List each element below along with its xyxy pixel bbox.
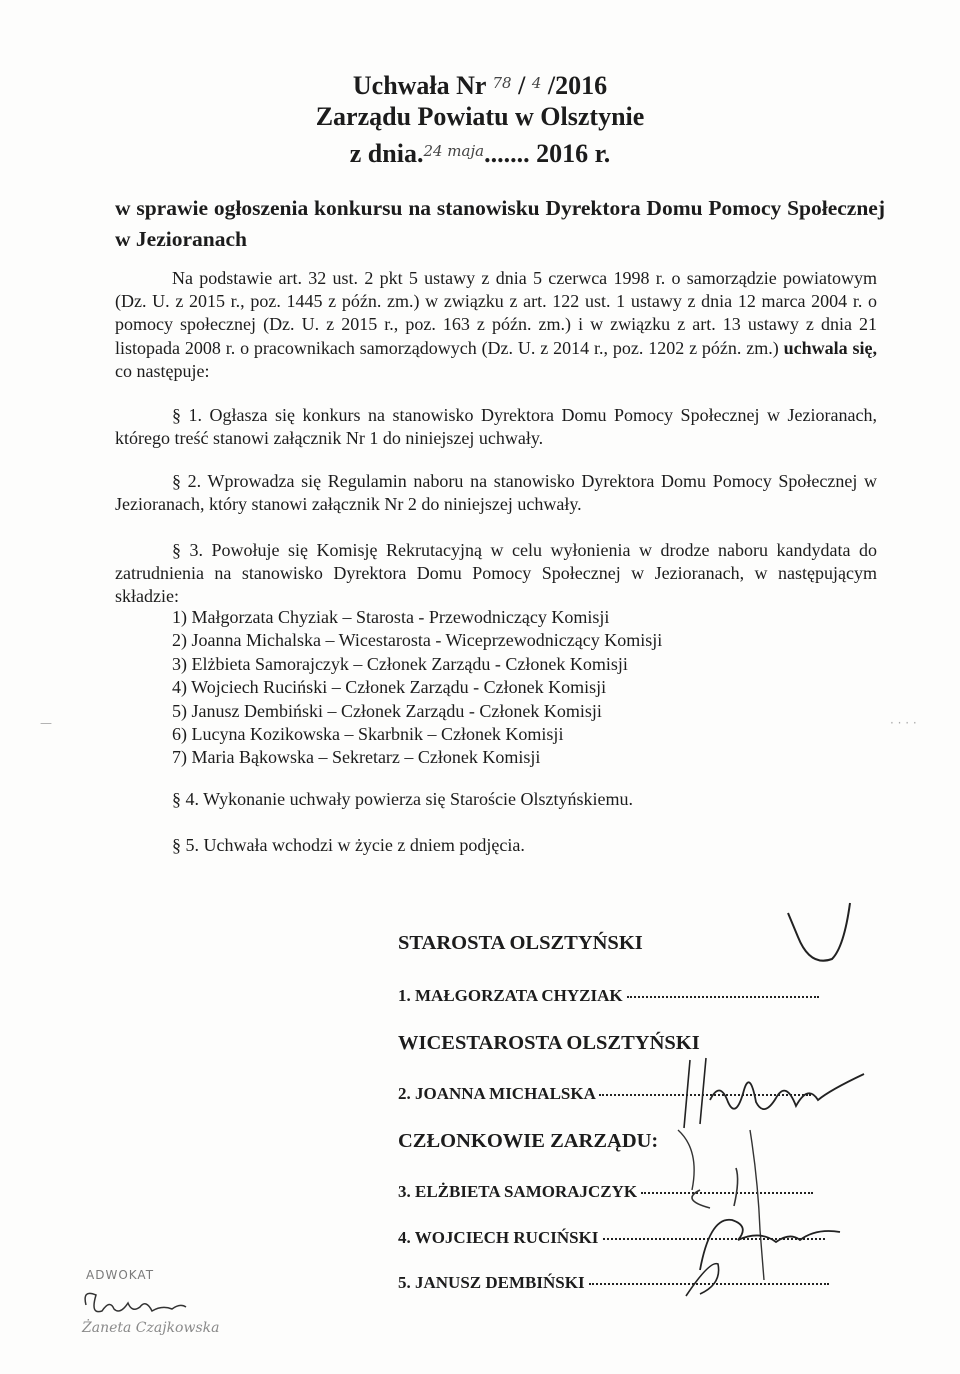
list-item: 7) Maria Bąkowska – Sekretarz – Członek Komisji: [172, 747, 541, 768]
list-item: 3) Elżbieta Samorajczyk – Członek Zarządu - Członek Komisji: [172, 653, 628, 674]
resolution-phrase: uchwala się,: [783, 337, 878, 358]
signatory-name: 5. JANUSZ DEMBIŃSKI: [398, 1273, 585, 1292]
margin-mark: · · · ·: [890, 716, 917, 730]
section-5: § 5. Uchwała wchodzi w życie z dniem podjęcia.: [172, 835, 525, 855]
signature-scribble-starosta: [780, 895, 860, 985]
signatory-name: 2. JOANNA MICHALSKA: [398, 1084, 595, 1103]
legal-basis-tail: co następuje:: [115, 360, 210, 381]
advocate-signature-scribble: [80, 1285, 190, 1325]
advocate-stamp-title: ADWOKAT: [86, 1268, 155, 1282]
resolution-prefix: Uchwała Nr: [352, 71, 486, 100]
section-1: § 1. Ogłasza się konkurs na stanowisko Dyrektora Domu Pomocy Społecznej w Jezioranach, którego treść stanowi załącznik Nr 1 do niniejszej uchwały.: [115, 405, 877, 449]
legal-basis-text: Na podstawie art. 32 ust. 2 pkt 5 ustawy z dnia 5 czerwca 1998 r. o samorządzie powiatowym (Dz. U. z 2015 r., poz. 1445 z późn. zm.) w związku z art. 122 ust. 1 ustawy z dnia 12 marca 2004 r. o pomocy społecznej (Dz. U. z 2015 r., poz. 163 z późn. zm.) i w związku z art. 13 ustawy z dnia 21 listopada 2008 r. o pracownikach samorządowych (Dz. U. z 2014 r., poz. 1202 z późn. zm.): [115, 268, 877, 358]
signature-scribble-board: [640, 1120, 870, 1300]
section-3: § 3. Powołuje się Komisję Rekrutacyjną w celu wyłonienia w drodze naboru kandydata do zatrudnienia na stanowisko Dyrektora Domu Pomocy Społecznej w Jezioranach, w następującym składzie:: [115, 540, 877, 607]
signature-dots: [627, 996, 819, 998]
signature-scribble-wicestarosta: [640, 1040, 870, 1130]
signatory-name: 1. MAŁGORZATA CHYZIAK: [398, 986, 623, 1005]
list-item: 5) Janusz Dembiński – Członek Zarządu - Członek Komisji: [172, 700, 602, 721]
signatory-name: 3. ELŻBIETA SAMORAJCZYK: [398, 1182, 638, 1201]
list-item: 2) Joanna Michalska – Wicestarosta - Wiceprzewodniczący Komisji: [172, 630, 663, 651]
list-item: 4) Wojciech Ruciński – Członek Zarządu - Członek Komisji: [172, 677, 607, 698]
signatory-name: 4. WOJCIECH RUCIŃSKI: [398, 1228, 599, 1247]
list-item: 6) Lucyna Kozikowska – Skarbnik – Członek Komisji: [172, 724, 564, 745]
handwritten-number: 78: [492, 74, 512, 92]
list-item: 1) Małgorzata Chyziak – Starosta - Przewodniczący Komisji: [172, 607, 610, 627]
resolution-subject: w sprawie ogłoszenia konkursu na stanowisku Dyrektora Domu Pomocy Społecznej w Jezioranach: [115, 196, 885, 251]
handwritten-subnumber: 4: [531, 74, 542, 92]
slash: /: [518, 71, 526, 100]
resolution-date-line: z dnia.$^{24 maja}$....... 2016 r.: [349, 139, 611, 168]
date-prefix: z dnia: [349, 139, 417, 168]
resolution-number-line: [120, 66, 840, 103]
date-year: 2016 r.: [536, 139, 611, 168]
signature-line-1: [398, 986, 819, 1006]
handwritten-date: 24 maja: [423, 142, 485, 160]
issuing-body: Zarządu Powiatu w Olsztynie: [315, 102, 645, 131]
starosta-heading: STAROSTA OLSZTYŃSKI: [398, 932, 643, 954]
section-2: § 2. Wprowadza się Regulamin naboru na stanowisko Dyrektora Domu Pomocy Społecznej w Jezioranach, który stanowi załącznik Nr 2 do niniejszej uchwały.: [115, 471, 877, 515]
advocate-stamp-name: Żaneta Czajkowska: [82, 1320, 220, 1336]
legal-basis: [115, 267, 877, 383]
margin-mark: —: [40, 716, 52, 730]
section-4: § 4. Wykonanie uchwały powierza się Staroście Olsztyńskiemu.: [172, 789, 633, 809]
resolution-year: /2016: [547, 71, 608, 100]
commission-members-list: [172, 606, 662, 770]
board-members-heading: CZŁONKOWIE ZARZĄDU:: [398, 1130, 659, 1152]
wicestarosta-heading: WICESTAROSTA OLSZTYŃSKI: [398, 1032, 700, 1054]
